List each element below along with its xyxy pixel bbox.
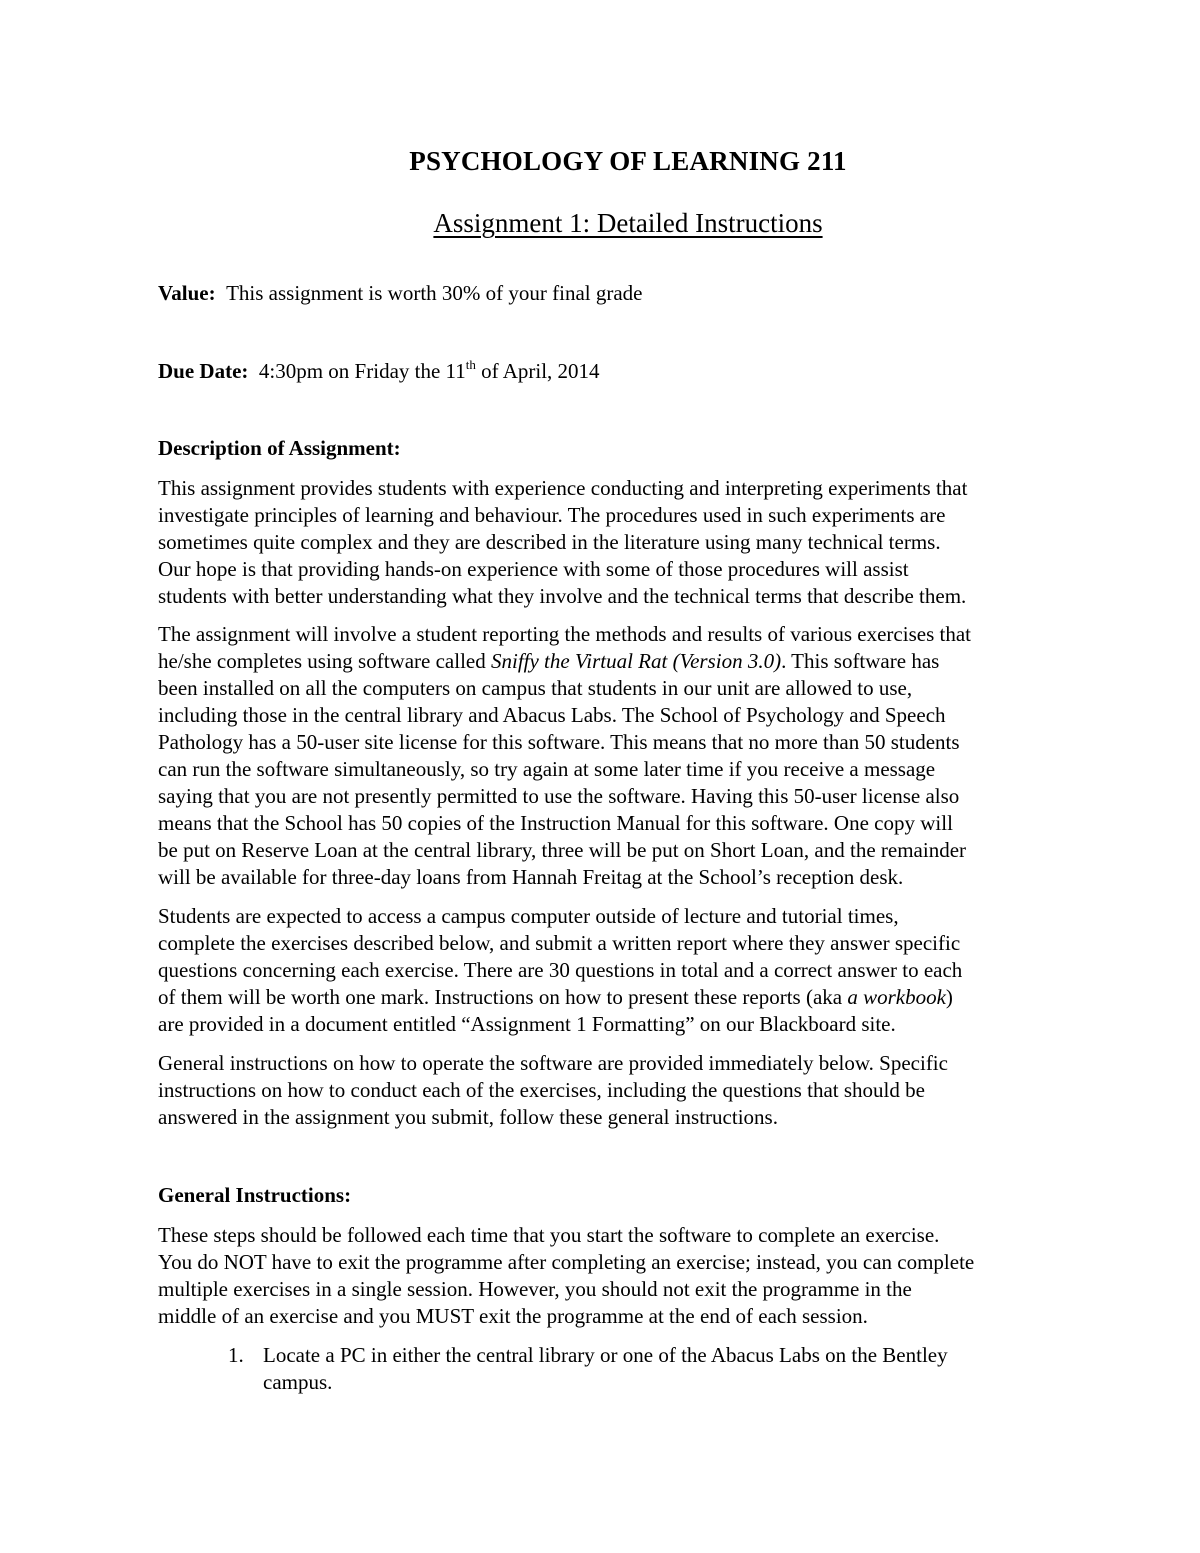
paragraph-line: General instructions on how to operate the software are provided immediately below. Specific bbox=[158, 1051, 948, 1075]
paragraph-text: of them will be worth one mark. Instructions on how to present these reports (aka bbox=[158, 985, 848, 1009]
list-item-text bbox=[263, 1342, 948, 1396]
description-paragraph-3 bbox=[158, 903, 962, 1038]
value-text: This assignment is worth 30% of your final grade bbox=[226, 281, 643, 305]
paragraph-line: saying that you are not presently permitted to use the software. Having this 50-user license also bbox=[158, 784, 960, 808]
paragraph-line: answered in the assignment you submit, follow these general instructions. bbox=[158, 1105, 778, 1129]
paragraph-text: ) bbox=[945, 985, 953, 1009]
description-paragraph-2 bbox=[158, 621, 971, 891]
due-date-text: 4:30pm on Friday the 11 bbox=[258, 359, 466, 383]
paragraph-line bbox=[158, 648, 971, 675]
due-date-text-after: of April, 2014 bbox=[475, 359, 600, 383]
value-label: Value: bbox=[158, 281, 216, 305]
paragraph-text: . This software has bbox=[781, 649, 940, 673]
description-heading: Description of Assignment: bbox=[158, 436, 401, 460]
paragraph-line: instructions on how to conduct each of the exercises, including the questions that should be bbox=[158, 1078, 925, 1102]
document-subtitle: Assignment 1: Detailed Instructions bbox=[433, 208, 823, 238]
paragraph-line: Students are expected to access a campus computer outside of lecture and tutorial times, bbox=[158, 904, 899, 928]
paragraph-line: Our hope is that providing hands-on experience with some of those procedures will assist bbox=[158, 557, 909, 581]
paragraph-line: questions concerning each exercise. There are 30 questions in total and a correct answer to each bbox=[158, 958, 963, 982]
paragraph-line: The assignment will involve a student reporting the methods and results of various exercises that bbox=[158, 622, 971, 646]
description-paragraph-1 bbox=[158, 475, 967, 610]
general-instructions-heading: General Instructions: bbox=[158, 1183, 352, 1207]
due-date-line bbox=[158, 358, 600, 385]
value-line bbox=[158, 280, 643, 307]
paragraph-line: be put on Reserve Loan at the central library, three will be put on Short Loan, and the remainder bbox=[158, 838, 967, 862]
paragraph-line: These steps should be followed each time that you start the software to complete an exercise. bbox=[158, 1223, 940, 1247]
paragraph-line: Pathology has a 50-user site license for this software. This means that no more than 50 students bbox=[158, 730, 960, 754]
paragraph-line: You do NOT have to exit the programme after completing an exercise; instead, you can complete bbox=[158, 1250, 975, 1274]
paragraph-line: investigate principles of learning and behaviour. The procedures used in such experiments are bbox=[158, 503, 946, 527]
paragraph-line: sometimes quite complex and they are described in the literature using many technical terms. bbox=[158, 530, 941, 554]
list-item-line: campus. bbox=[263, 1370, 333, 1394]
list-item-number: 1. bbox=[228, 1343, 244, 1367]
workbook-term: a workbook bbox=[847, 985, 946, 1009]
list-item-line: Locate a PC in either the central library or one of the Abacus Labs on the Bentley bbox=[263, 1343, 948, 1367]
paragraph-line: students with better understanding what they involve and the technical terms that describe them. bbox=[158, 584, 967, 608]
paragraph-line: are provided in a document entitled “Assignment 1 Formatting” on our Blackboard site. bbox=[158, 1012, 896, 1036]
paragraph-line: will be available for three-day loans from Hannah Freitag at the School’s reception desk. bbox=[158, 865, 904, 889]
document-page bbox=[158, 0, 1078, 1553]
general-paragraph-1 bbox=[158, 1222, 974, 1330]
software-name: Sniffy the Virtual Rat (Version 3.0) bbox=[490, 649, 782, 673]
paragraph-line: middle of an exercise and you MUST exit the programme at the end of each session. bbox=[158, 1304, 868, 1328]
paragraph-line: including those in the central library and Abacus Labs. The School of Psychology and Speech bbox=[158, 703, 946, 727]
description-paragraph-4 bbox=[158, 1050, 948, 1131]
paragraph-line: been installed on all the computers on campus that students in our unit are allowed to use, bbox=[158, 676, 913, 700]
paragraph-line: complete the exercises described below, and submit a written report where they answer specific bbox=[158, 931, 961, 955]
due-date-label: Due Date: bbox=[158, 359, 249, 383]
paragraph-line: means that the School has 50 copies of the Instruction Manual for this software. One copy will bbox=[158, 811, 953, 835]
due-date-superscript: th bbox=[465, 357, 476, 372]
paragraph-line bbox=[158, 984, 962, 1011]
paragraph-line: can run the software simultaneously, so try again at some later time if you receive a message bbox=[158, 757, 936, 781]
paragraph-line: This assignment provides students with experience conducting and interpreting experiments that bbox=[158, 476, 968, 500]
document-title: PSYCHOLOGY OF LEARNING 211 bbox=[409, 146, 847, 176]
paragraph-line: multiple exercises in a single session. However, you should not exit the programme in the bbox=[158, 1277, 912, 1301]
paragraph-text: he/she completes using software called bbox=[158, 649, 491, 673]
